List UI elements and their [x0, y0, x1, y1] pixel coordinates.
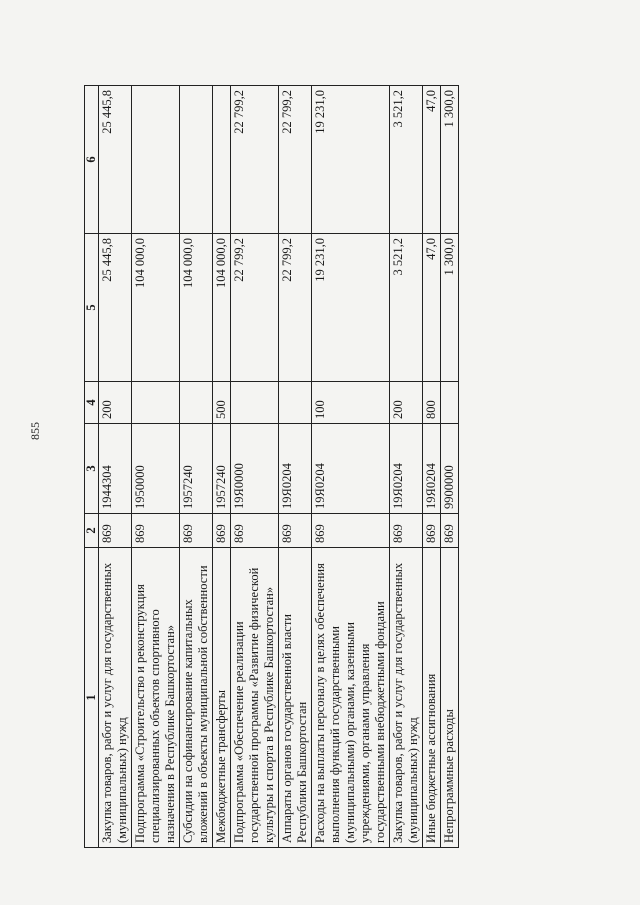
- row-expense-type: [180, 382, 213, 424]
- row-amount-6: 22 799,2: [231, 86, 279, 234]
- header-cell-5: 5: [85, 234, 99, 382]
- row-amount-5: 1 300,0: [441, 234, 459, 382]
- row-name: Подпрограмма «Строительство и реконструкция специализированных объектов спортивного назначения в Республике Башкортостан»: [132, 548, 180, 848]
- row-expense-type: 500: [213, 382, 231, 424]
- row-amount-5: 104 000,0: [213, 234, 231, 382]
- row-amount-6: 19 231,0: [312, 86, 390, 234]
- row-amount-5: 19 231,0: [312, 234, 390, 382]
- row-target-code: 1950000: [132, 424, 180, 514]
- rotated-table-container: [84, 86, 558, 848]
- row-ministry-code: 869: [180, 514, 213, 548]
- row-name: Расходы на выплаты персоналу в целях обеспечения выполнения функций государственными (муниципальными) органами, казенными учреждениями, органами управления государственными внебюджетными фондами: [312, 548, 390, 848]
- row-target-code: 19Я0204: [423, 424, 441, 514]
- budget-table: [84, 85, 459, 848]
- row-amount-5: 22 799,2: [231, 234, 279, 382]
- row-name: Межбюджетные трансферты: [213, 548, 231, 848]
- row-amount-6: [213, 86, 231, 234]
- header-cell-1: 1: [85, 548, 99, 848]
- table-row: [180, 86, 213, 848]
- row-ministry-code: 869: [279, 514, 312, 548]
- row-amount-6: [132, 86, 180, 234]
- table-row: [213, 86, 231, 848]
- row-ministry-code: 869: [213, 514, 231, 548]
- row-target-code: 1957240: [180, 424, 213, 514]
- header-cell-3: 3: [85, 424, 99, 514]
- row-name: Аппараты органов государственной власти Республики Башкортостан: [279, 548, 312, 848]
- row-amount-6: [180, 86, 213, 234]
- row-expense-type: [132, 382, 180, 424]
- header-row: [85, 86, 99, 848]
- row-target-code: 9900000: [441, 424, 459, 514]
- row-ministry-code: 869: [423, 514, 441, 548]
- row-target-code: 19Я0000: [231, 424, 279, 514]
- row-expense-type: 800: [423, 382, 441, 424]
- row-expense-type: [231, 382, 279, 424]
- row-amount-6: 1 300,0: [441, 86, 459, 234]
- table-row: [279, 86, 312, 848]
- row-ministry-code: 869: [312, 514, 390, 548]
- row-amount-6: 22 799,2: [279, 86, 312, 234]
- table-row: [312, 86, 390, 848]
- row-name: Закупка товаров, работ и услуг для государственных (муниципальных) нужд: [99, 548, 132, 848]
- row-name: Подпрограмма «Обеспечение реализации государственной программы «Развитие физической культуры и спорта в Республике Башкортостан»: [231, 548, 279, 848]
- page-number: 855: [28, 422, 42, 440]
- table-row: [132, 86, 180, 848]
- row-target-code: 19Я0204: [390, 424, 423, 514]
- row-amount-5: 47,0: [423, 234, 441, 382]
- row-ministry-code: 869: [231, 514, 279, 548]
- row-ministry-code: 869: [99, 514, 132, 548]
- row-expense-type: [279, 382, 312, 424]
- row-expense-type: [441, 382, 459, 424]
- table-row: [441, 86, 459, 848]
- row-ministry-code: 869: [132, 514, 180, 548]
- header-cell-4: 4: [85, 382, 99, 424]
- table-row: [390, 86, 423, 848]
- row-amount-5: 3 521,2: [390, 234, 423, 382]
- row-target-code: 19Я0204: [279, 424, 312, 514]
- row-amount-6: 47,0: [423, 86, 441, 234]
- header-cell-2: 2: [85, 514, 99, 548]
- row-amount-5: 22 799,2: [279, 234, 312, 382]
- row-name: Субсидии на софинансирование капитальных вложений в объекты муниципальной собственности: [180, 548, 213, 848]
- row-ministry-code: 869: [390, 514, 423, 548]
- row-amount-5: 104 000,0: [132, 234, 180, 382]
- row-expense-type: 100: [312, 382, 390, 424]
- row-name: Закупка товаров, работ и услуг для государственных (муниципальных) нужд: [390, 548, 423, 848]
- row-ministry-code: 869: [441, 514, 459, 548]
- row-amount-6: 25 445,8: [99, 86, 132, 234]
- table-row: [231, 86, 279, 848]
- row-amount-6: 3 521,2: [390, 86, 423, 234]
- row-target-code: 1944304: [99, 424, 132, 514]
- row-amount-5: 25 445,8: [99, 234, 132, 382]
- header-cell-6: 6: [85, 86, 99, 234]
- row-amount-5: 104 000,0: [180, 234, 213, 382]
- row-expense-type: 200: [390, 382, 423, 424]
- row-target-code: 1957240: [213, 424, 231, 514]
- row-expense-type: 200: [99, 382, 132, 424]
- table-row: [423, 86, 441, 848]
- row-target-code: 19Я0204: [312, 424, 390, 514]
- row-name: Непрограммные расходы: [441, 548, 459, 848]
- row-name: Иные бюджетные ассигнования: [423, 548, 441, 848]
- table-row: [99, 86, 132, 848]
